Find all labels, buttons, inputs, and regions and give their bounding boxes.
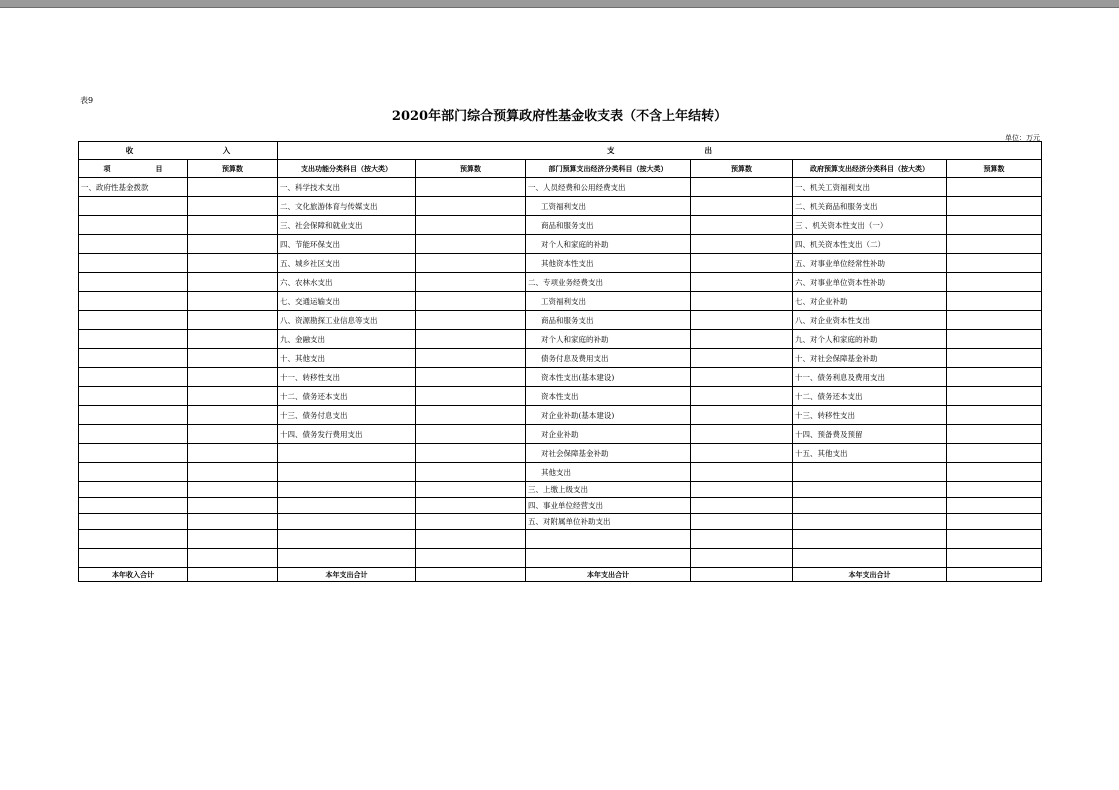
gov-budget-cell: [947, 425, 1042, 444]
func-item-cell: [278, 498, 416, 514]
table-row: [79, 235, 1042, 254]
income-budget-cell: [188, 530, 278, 549]
gov-budget-cell: [947, 178, 1042, 197]
dept-budget-cell: [691, 549, 793, 568]
income-item-cell: [79, 425, 188, 444]
income-item-cell: [79, 254, 188, 273]
func-item-cell: 二、文化旅游体育与传媒支出: [278, 197, 416, 216]
table-row: [79, 330, 1042, 349]
func-budget-cell: [416, 498, 526, 514]
income-item-cell: [79, 273, 188, 292]
dept-econ-header: 部门预算支出经济分类科目（按大类）: [526, 160, 691, 178]
dept-item-cell: 资本性支出: [526, 387, 691, 406]
table-row: [79, 292, 1042, 311]
income-item-cell: [79, 498, 188, 514]
dept-item-cell: 工资福利支出: [526, 197, 691, 216]
func-budget-cell: [416, 254, 526, 273]
income-budget-cell: [188, 498, 278, 514]
dept-budget-cell: [691, 197, 793, 216]
income-budget-cell: [188, 406, 278, 425]
unit-label: 单位：万元: [1005, 134, 1040, 142]
item-header-a: 项: [103, 163, 111, 173]
income-budget-cell: [188, 444, 278, 463]
income-budget-cell: [188, 463, 278, 482]
dept-item-cell: 债务付息及费用支出: [526, 349, 691, 368]
gov-item-cell: 九、对个人和家庭的补助: [793, 330, 947, 349]
gov-budget-cell: [947, 273, 1042, 292]
gov-item-cell: 十一、债务利息及费用支出: [793, 368, 947, 387]
dept-item-cell: 对个人和家庭的补助: [526, 330, 691, 349]
gov-budget-cell: [947, 197, 1042, 216]
dept-item-cell: 资本性支出(基本建设): [526, 368, 691, 387]
func-budget-cell: [416, 444, 526, 463]
func-budget-cell: [416, 406, 526, 425]
dept-budget-cell: [691, 273, 793, 292]
income-header-a: 收: [125, 146, 134, 155]
gov-item-cell: 八、对企业资本性支出: [793, 311, 947, 330]
func-total-label: 本年支出合计: [278, 568, 416, 582]
table-row: [79, 463, 1042, 482]
table-row: [79, 444, 1042, 463]
func-budget-cell: [416, 549, 526, 568]
table-number: 表9: [80, 96, 94, 105]
gov-item-cell: 七、对企业补助: [793, 292, 947, 311]
income-item-cell: [79, 549, 188, 568]
gov-budget-header: 预算数: [947, 160, 1042, 178]
income-item-cell: [79, 368, 188, 387]
gov-item-cell: [793, 463, 947, 482]
table-row: [79, 273, 1042, 292]
gov-item-cell: 二、机关商品和服务支出: [793, 197, 947, 216]
dept-budget-cell: [691, 406, 793, 425]
dept-item-cell: 其他资本性支出: [526, 254, 691, 273]
header-row-2: [79, 160, 1042, 178]
dept-item-cell: 二、专项业务经费支出: [526, 273, 691, 292]
gov-budget-cell: [947, 254, 1042, 273]
dept-budget-cell: [691, 387, 793, 406]
income-item-cell: [79, 444, 188, 463]
income-item-cell: [79, 292, 188, 311]
dept-budget-cell: [691, 349, 793, 368]
gov-item-cell: 十二、债务还本支出: [793, 387, 947, 406]
income-total-label: 本年收入合计: [79, 568, 188, 582]
dept-budget-cell: [691, 463, 793, 482]
table-row: [79, 530, 1042, 549]
func-budget-cell: [416, 368, 526, 387]
func-item-cell: 十三、债务付息支出: [278, 406, 416, 425]
income-item-cell: [79, 197, 188, 216]
page-title: 2020年部门综合预算政府性基金收支表（不含上年结转）: [391, 109, 728, 124]
income-budget-cell: [188, 254, 278, 273]
gov-budget-cell: [947, 514, 1042, 530]
dept-budget-cell: [691, 482, 793, 498]
gov-budget-cell: [947, 292, 1042, 311]
dept-item-cell: 其他支出: [526, 463, 691, 482]
gov-budget-cell: [947, 311, 1042, 330]
income-budget-cell: [188, 330, 278, 349]
gov-budget-cell: [947, 406, 1042, 425]
func-budget-cell: [416, 235, 526, 254]
dept-item-cell: 商品和服务支出: [526, 311, 691, 330]
func-budget-cell: [416, 530, 526, 549]
table-row: [79, 197, 1042, 216]
func-item-cell: 八、资源勘探工业信息等支出: [278, 311, 416, 330]
gov-budget-cell: [947, 444, 1042, 463]
func-item-cell: [278, 482, 416, 498]
dept-item-cell: 三、上缴上级支出: [526, 482, 691, 498]
income-budget-cell: [188, 235, 278, 254]
income-budget-cell: [188, 368, 278, 387]
gov-item-cell: 五、对事业单位经常性补助: [793, 254, 947, 273]
totals-row: [79, 568, 1042, 582]
gov-item-cell: [793, 482, 947, 498]
func-item-cell: [278, 463, 416, 482]
income-budget-header: 预算数: [188, 160, 278, 178]
func-budget-cell: [416, 197, 526, 216]
dept-budget-cell: [691, 530, 793, 549]
dept-item-cell: 对个人和家庭的补助: [526, 235, 691, 254]
gov-budget-cell: [947, 498, 1042, 514]
func-budget-cell: [416, 425, 526, 444]
table-row: [79, 254, 1042, 273]
func-budget-cell: [416, 273, 526, 292]
gov-budget-cell: [947, 368, 1042, 387]
func-item-cell: 一、科学技术支出: [278, 178, 416, 197]
dept-item-cell: 商品和服务支出: [526, 216, 691, 235]
gov-item-cell: 十四、预备费及预留: [793, 425, 947, 444]
dept-budget-cell: [691, 498, 793, 514]
func-budget-cell: [416, 463, 526, 482]
income-budget-cell: [188, 482, 278, 498]
gov-budget-cell: [947, 463, 1042, 482]
func-item-cell: 十二、债务还本支出: [278, 387, 416, 406]
func-item-cell: [278, 549, 416, 568]
income-budget-cell: [188, 514, 278, 530]
income-header: [79, 142, 278, 160]
func-budget-cell: [416, 349, 526, 368]
func-item-cell: 七、交通运输支出: [278, 292, 416, 311]
gov-budget-cell: [947, 549, 1042, 568]
table-row: [79, 387, 1042, 406]
item-header-b: 目: [155, 163, 163, 173]
func-budget-cell: [416, 292, 526, 311]
table-row: [79, 216, 1042, 235]
income-budget-cell: [188, 197, 278, 216]
gov-budget-cell: [947, 235, 1042, 254]
func-budget-cell: [416, 482, 526, 498]
dept-budget-header: 预算数: [691, 160, 793, 178]
expense-header: [278, 142, 1042, 160]
func-budget-cell: [416, 216, 526, 235]
dept-total-label: 本年支出合计: [526, 568, 691, 582]
func-budget-cell: [416, 330, 526, 349]
table-row: [79, 406, 1042, 425]
table-row: [79, 482, 1042, 498]
income-item-cell: [79, 330, 188, 349]
gov-item-cell: [793, 549, 947, 568]
dept-budget-cell: [691, 444, 793, 463]
func-total-value: [416, 568, 526, 582]
table-row: [79, 311, 1042, 330]
table-row: [79, 349, 1042, 368]
gov-budget-cell: [947, 330, 1042, 349]
income-budget-cell: [188, 549, 278, 568]
gov-item-cell: [793, 498, 947, 514]
dept-budget-cell: [691, 178, 793, 197]
income-item-cell: 一、政府性基金拨款: [79, 178, 188, 197]
func-budget-cell: [416, 311, 526, 330]
dept-item-cell: [526, 530, 691, 549]
dept-total-value: [691, 568, 793, 582]
income-budget-cell: [188, 216, 278, 235]
income-budget-cell: [188, 349, 278, 368]
func-budget-header: 预算数: [416, 160, 526, 178]
dept-budget-cell: [691, 425, 793, 444]
dept-item-cell: 四、事业单位经营支出: [526, 498, 691, 514]
expense-header-b: 出: [704, 146, 712, 155]
table-row: [79, 498, 1042, 514]
expense-header-a: 支: [607, 146, 615, 155]
income-budget-cell: [188, 273, 278, 292]
func-item-cell: 九、金融支出: [278, 330, 416, 349]
income-item-cell: [79, 482, 188, 498]
table-row: [79, 425, 1042, 444]
func-budget-cell: [416, 387, 526, 406]
func-item-cell: 四、节能环保支出: [278, 235, 416, 254]
table-row: [79, 549, 1042, 568]
income-item-cell: [79, 387, 188, 406]
gov-budget-cell: [947, 216, 1042, 235]
income-item-cell: [79, 216, 188, 235]
dept-budget-cell: [691, 368, 793, 387]
func-class-header: 支出功能分类科目（按大类）: [278, 160, 416, 178]
budget-table: [78, 141, 1042, 582]
gov-item-cell: [793, 530, 947, 549]
table-row: [79, 178, 1042, 197]
gov-item-cell: 六、对事业单位资本性补助: [793, 273, 947, 292]
income-budget-cell: [188, 292, 278, 311]
dept-item-cell: 工资福利支出: [526, 292, 691, 311]
income-item-cell: [79, 235, 188, 254]
window-top-bar: [0, 0, 1119, 8]
income-budget-cell: [188, 178, 278, 197]
func-item-cell: [278, 514, 416, 530]
income-item-cell: [79, 349, 188, 368]
dept-budget-cell: [691, 330, 793, 349]
gov-item-cell: [793, 514, 947, 530]
func-budget-cell: [416, 514, 526, 530]
income-item-cell: [79, 530, 188, 549]
gov-item-cell: 十、对社会保障基金补助: [793, 349, 947, 368]
dept-item-cell: 五、对附属单位补助支出: [526, 514, 691, 530]
gov-item-cell: 三 、机关资本性支出（一）: [793, 216, 947, 235]
func-budget-cell: [416, 178, 526, 197]
gov-total-label: 本年支出合计: [793, 568, 947, 582]
dept-budget-cell: [691, 311, 793, 330]
func-item-cell: 十四、债务发行费用支出: [278, 425, 416, 444]
income-budget-cell: [188, 311, 278, 330]
gov-budget-cell: [947, 387, 1042, 406]
table-row: [79, 514, 1042, 530]
dept-budget-cell: [691, 235, 793, 254]
table-row: [79, 368, 1042, 387]
gov-item-cell: 十五、其他支出: [793, 444, 947, 463]
dept-budget-cell: [691, 514, 793, 530]
gov-budget-cell: [947, 349, 1042, 368]
func-item-cell: [278, 444, 416, 463]
gov-budget-cell: [947, 530, 1042, 549]
income-budget-cell: [188, 425, 278, 444]
dept-item-cell: 对企业补助(基本建设): [526, 406, 691, 425]
item-header: [79, 160, 188, 178]
dept-item-cell: 一、人员经费和公用经费支出: [526, 178, 691, 197]
gov-item-cell: 四、机关资本性支出（二）: [793, 235, 947, 254]
dept-item-cell: [526, 549, 691, 568]
gov-budget-cell: [947, 482, 1042, 498]
func-item-cell: [278, 530, 416, 549]
income-item-cell: [79, 311, 188, 330]
gov-econ-header: 政府预算支出经济分类科目（按大类）: [793, 160, 947, 178]
gov-item-cell: 一、机关工资福利支出: [793, 178, 947, 197]
dept-budget-cell: [691, 254, 793, 273]
dept-budget-cell: [691, 216, 793, 235]
func-item-cell: 五、城乡社区支出: [278, 254, 416, 273]
dept-budget-cell: [691, 292, 793, 311]
func-item-cell: 六、农林水支出: [278, 273, 416, 292]
income-item-cell: [79, 406, 188, 425]
dept-item-cell: 对社会保障基金补助: [526, 444, 691, 463]
income-item-cell: [79, 514, 188, 530]
income-budget-cell: [188, 387, 278, 406]
func-item-cell: 三、社会保障和就业支出: [278, 216, 416, 235]
gov-item-cell: 十三、转移性支出: [793, 406, 947, 425]
func-item-cell: 十、其他支出: [278, 349, 416, 368]
income-header-b: 入: [222, 146, 231, 155]
func-item-cell: 十一、转移性支出: [278, 368, 416, 387]
income-item-cell: [79, 463, 188, 482]
income-total-value: [188, 568, 278, 582]
dept-item-cell: 对企业补助: [526, 425, 691, 444]
header-row-1: [79, 142, 1042, 160]
gov-total-value: [947, 568, 1042, 582]
